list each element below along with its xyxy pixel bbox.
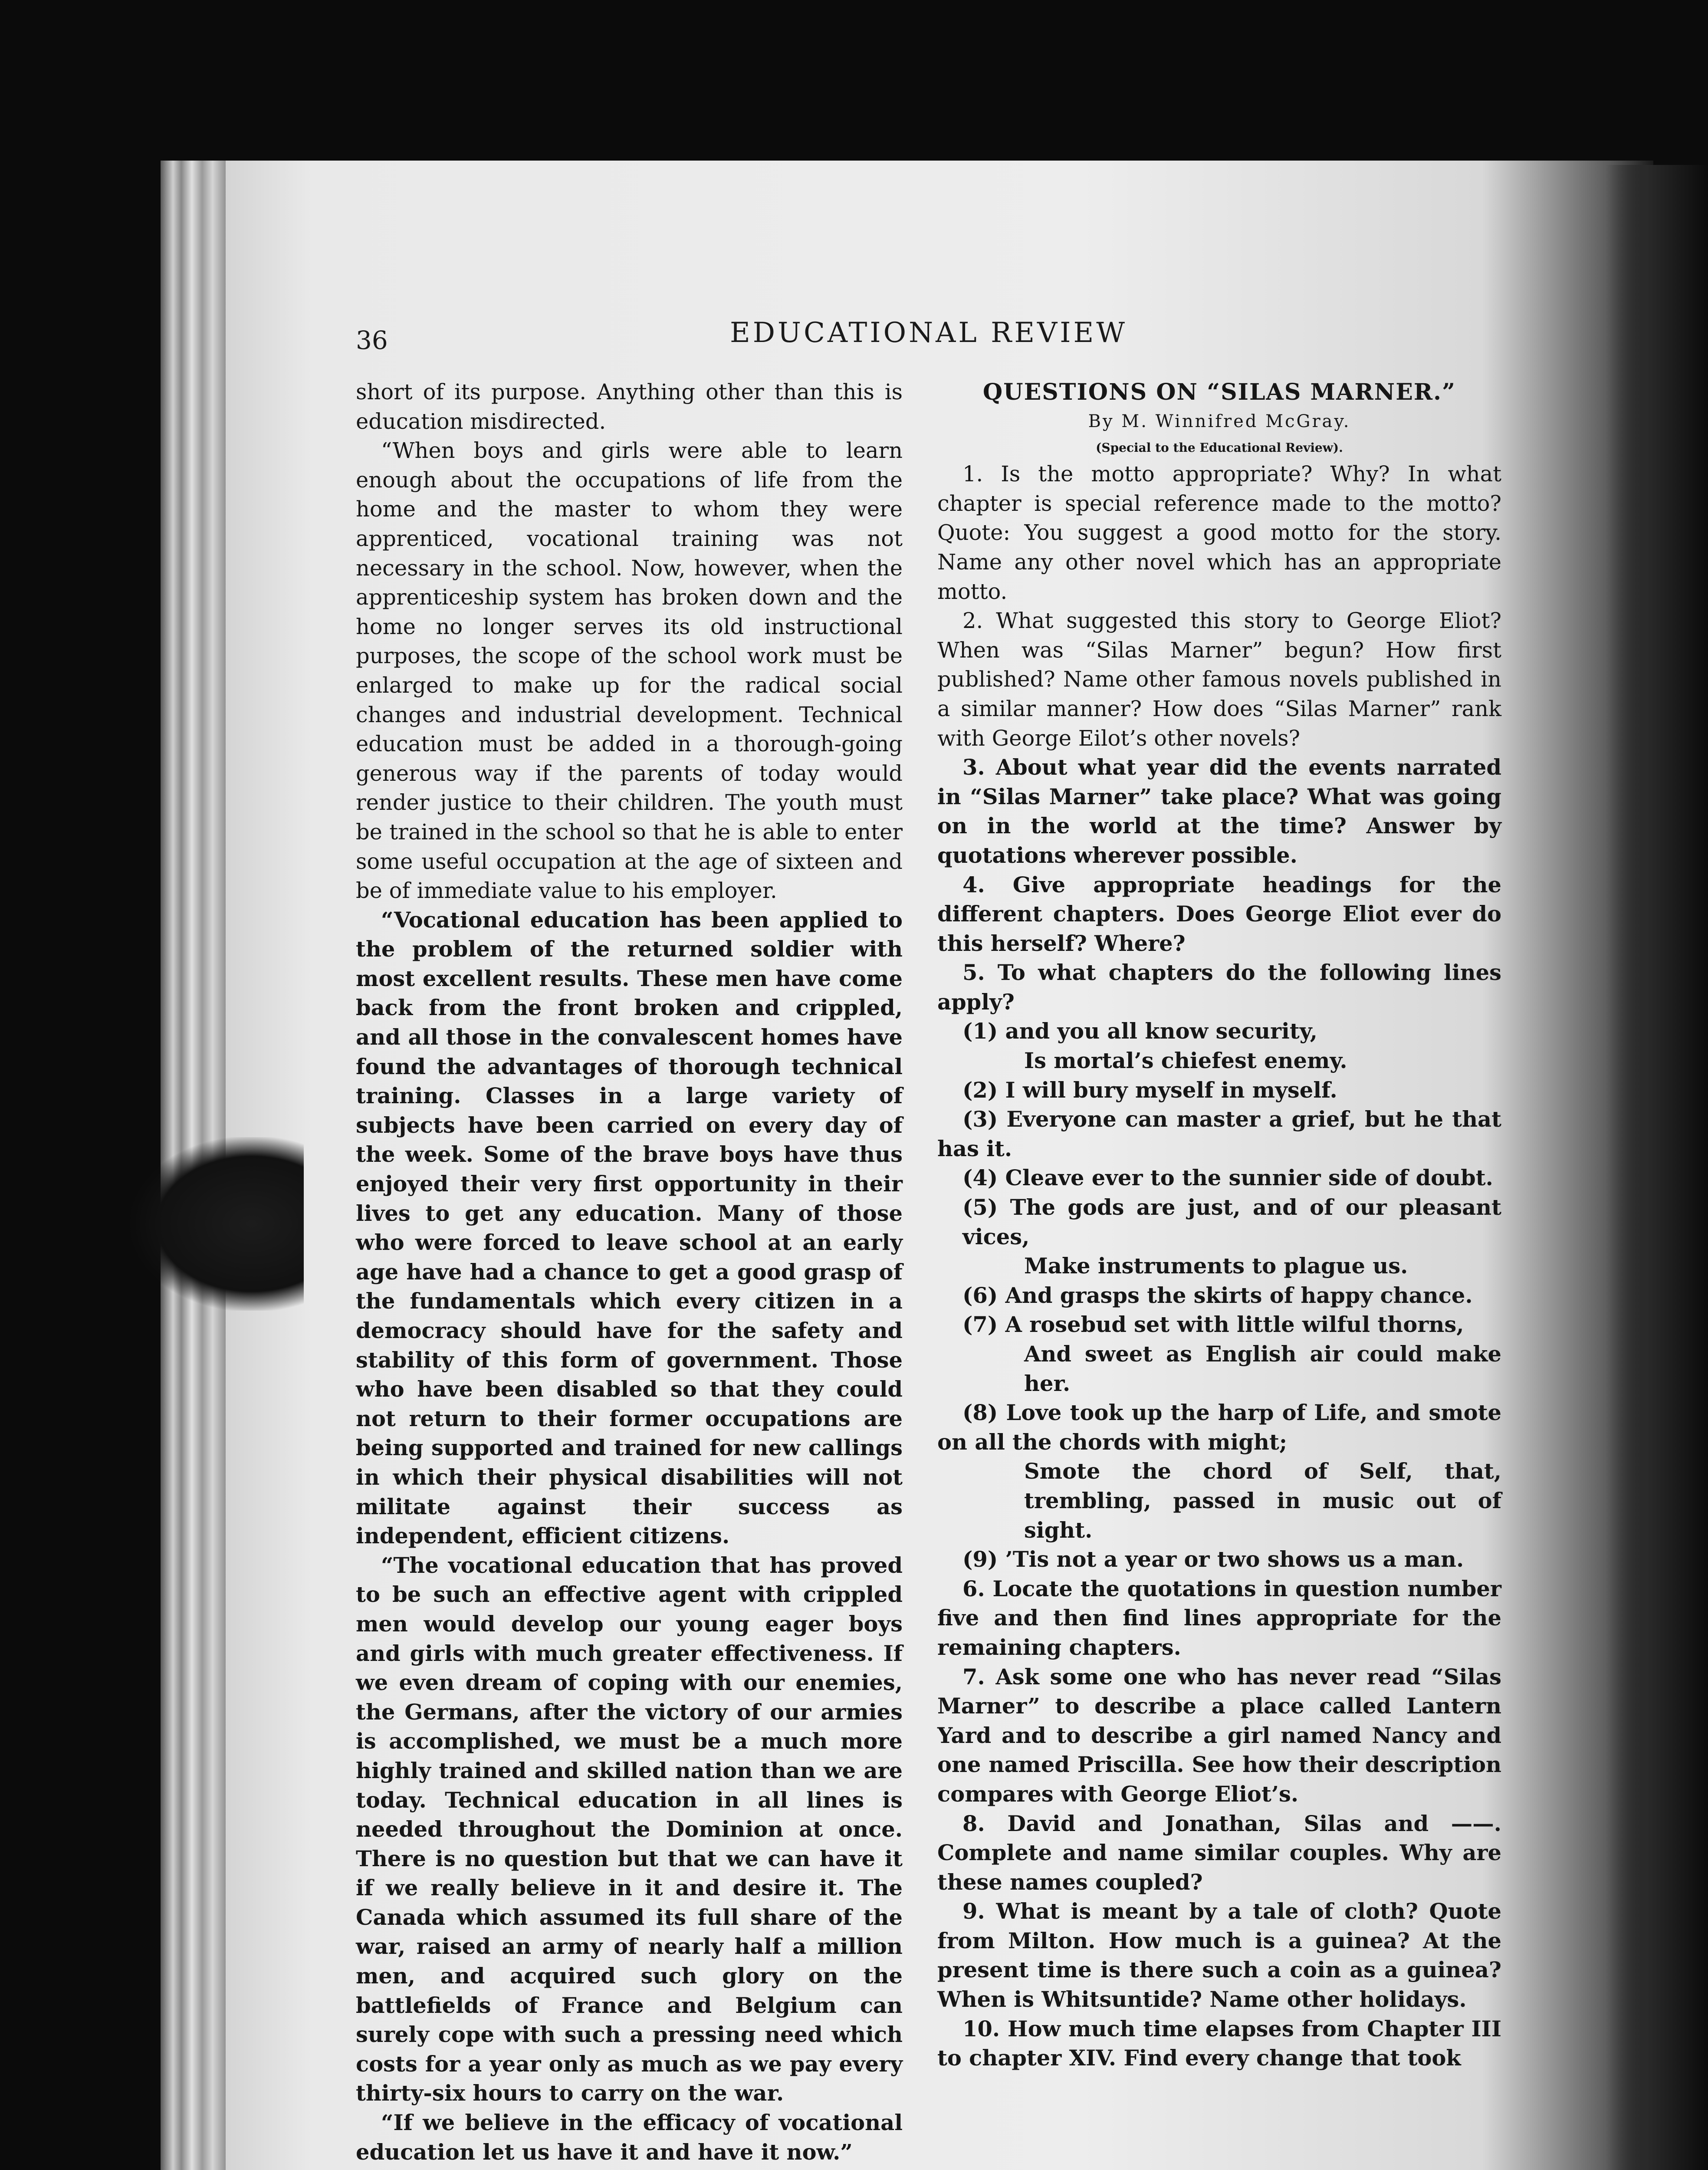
question: 5. To what chapters do the following lines apply? [937, 960, 1501, 1015]
paragraph: “The vocational education that has proved to be such an effective agent with crippled men would develop our young eager boys and girls with much greater effectiveness. If we even dream of coping with our enemies, the Germans, after the victory of our armies is accomplished, we must be a much more highly trained and skilled nation than we are today. Technical education in all lines is needed throughout the Dominion at once. There is no question but that we can have it if we really believe in it and desire it. The Canada which assumed its full share of the war, raised an army of nearly half a million men, and acquired such glory on the battlefields of France and Belgium can surely cope with such a pressing need which costs for a year only as much as we pay every thirty-six hours to carry on the war. [356, 1552, 903, 2106]
quoted-line: (2) I will bury myself in myself. [962, 1077, 1337, 1103]
question: 10. How much time elapses from Chapter III to chapter XIV. Find every change that took [937, 2016, 1501, 2071]
question: 9. What is meant by a tale of cloth? Quote from Milton. How much is a guinea? At the present time is there such a coin as a guinea? When is Whitsuntide? Name other holidays. [937, 1899, 1501, 2012]
quoted-line: (9) ’Tis not a year or two shows us a man. [962, 1547, 1464, 1572]
page-number: 36 [356, 326, 388, 355]
quoted-line: Smote the chord of Self, that, trembling, passed in music out of sight. [1024, 1459, 1501, 1543]
gutter-shadow [1606, 165, 1708, 2170]
article-note: (Special to the Educational Review). [1096, 441, 1343, 455]
finger-shadow [130, 1137, 304, 1311]
quoted-line: (6) And grasps the skirts of happy chance. [962, 1282, 1473, 1308]
quoted-line: Make instruments to plague us. [1024, 1253, 1408, 1279]
question: 3. About what year did the events narrated in “Silas Marner” take place? What was going on in the world at the time? Answer by quotations wherever possible. [937, 755, 1501, 868]
left-column [356, 378, 903, 2167]
running-head: EDUCATIONAL REVIEW [729, 317, 1128, 349]
question: 4. Give appropriate headings for the different chapters. Does George Eliot ever do this herself? Where? [937, 872, 1501, 956]
paragraph: “When boys and girls were able to learn enough about the occupations of life from the home and the master to whom they were apprenticed, vocational training was not necessary in the school. Now, however, when the apprenticeship system has broken down and the home no longer serves its old instructional purposes, the scope of the school work must be enlarged to make up for the radical social changes and industrial development. Technical education must be added in a thorough-going generous way if the parents of today would render justice to their children. The youth must be trained in the school so that he is able to enter some useful occupation at the age of sixteen and be of immediate value to his employer. [356, 438, 903, 904]
quoted-line: (7) A rosebud set with little wilful thorns, [962, 1312, 1464, 1338]
article-byline: By M. Winnifred McGray. [1088, 411, 1351, 431]
question: 7. Ask some one who has never read “Silas Marner” to describe a place called Lantern Yard and to describe a girl named Nancy and one named Priscilla. See how their description compares with George Eliot’s. [937, 1664, 1501, 1807]
paragraph: “Vocational education has been applied to the problem of the returned soldier with most excellent results. These men have come back from the front broken and crippled, and all those in the convalescent homes have found the advantages of thorough technical training. Classes in a large variety of subjects have been carried on every day of the week. Some of the brave boys have thus enjoyed their very first opportunity in their lives to get any education. Many of those who were forced to leave school at an early age have had a chance to get a good grasp of the fundamentals which every citizen in a democracy should have for the safety and stability of this form of government. Those who have been disabled so that they could not return to their former occupations are being supported and trained for new callings in which their physical disabilities will not militate against their success as independent, efficient citizens. [356, 907, 903, 1549]
right-column [937, 378, 1501, 2073]
page-header [356, 317, 1501, 365]
paragraph: “If we believe in the efficacy of vocational education let us have it and have it now.” [356, 2110, 903, 2165]
question: 1. Is the motto appropriate? Why? In what chapter is special reference made to the motto? Quote: You suggest a good motto for the story. Name any other novel which has an appropriate motto. [937, 461, 1501, 604]
quoted-line: (8) Love took up the harp of Life, and smote on all the chords with might; [937, 1400, 1501, 1455]
quoted-line: (1) and you all know security, [962, 1019, 1317, 1044]
article-title: QUESTIONS ON “SILAS MARNER.” [982, 379, 1456, 405]
quoted-line: Is mortal’s chiefest enemy. [1024, 1048, 1347, 1074]
question: 8. David and Jonathan, Silas and ——. Complete and name similar couples. Why are these names coupled? [937, 1811, 1501, 1895]
quoted-line: And sweet as English air could make her. [1024, 1341, 1501, 1396]
question: 6. Locate the quotations in question number five and then find lines appropriate for the remaining chapters. [937, 1576, 1501, 1660]
quoted-line: (5) The gods are just, and of our pleasant vices, [962, 1195, 1501, 1249]
quoted-line: (4) Cleave ever to the sunnier side of doubt. [962, 1165, 1493, 1191]
paragraph: short of its purpose. Anything other than this is education misdirected. [356, 379, 903, 434]
question: 2. What suggested this story to George Eliot? When was “Silas Marner” begun? How first published? Name other famous novels published in a similar manner? How does “Silas Marner” rank with George Eilot’s other novels? [937, 608, 1501, 751]
quoted-line: (3) Everyone can master a grief, but he that has it. [937, 1107, 1501, 1161]
